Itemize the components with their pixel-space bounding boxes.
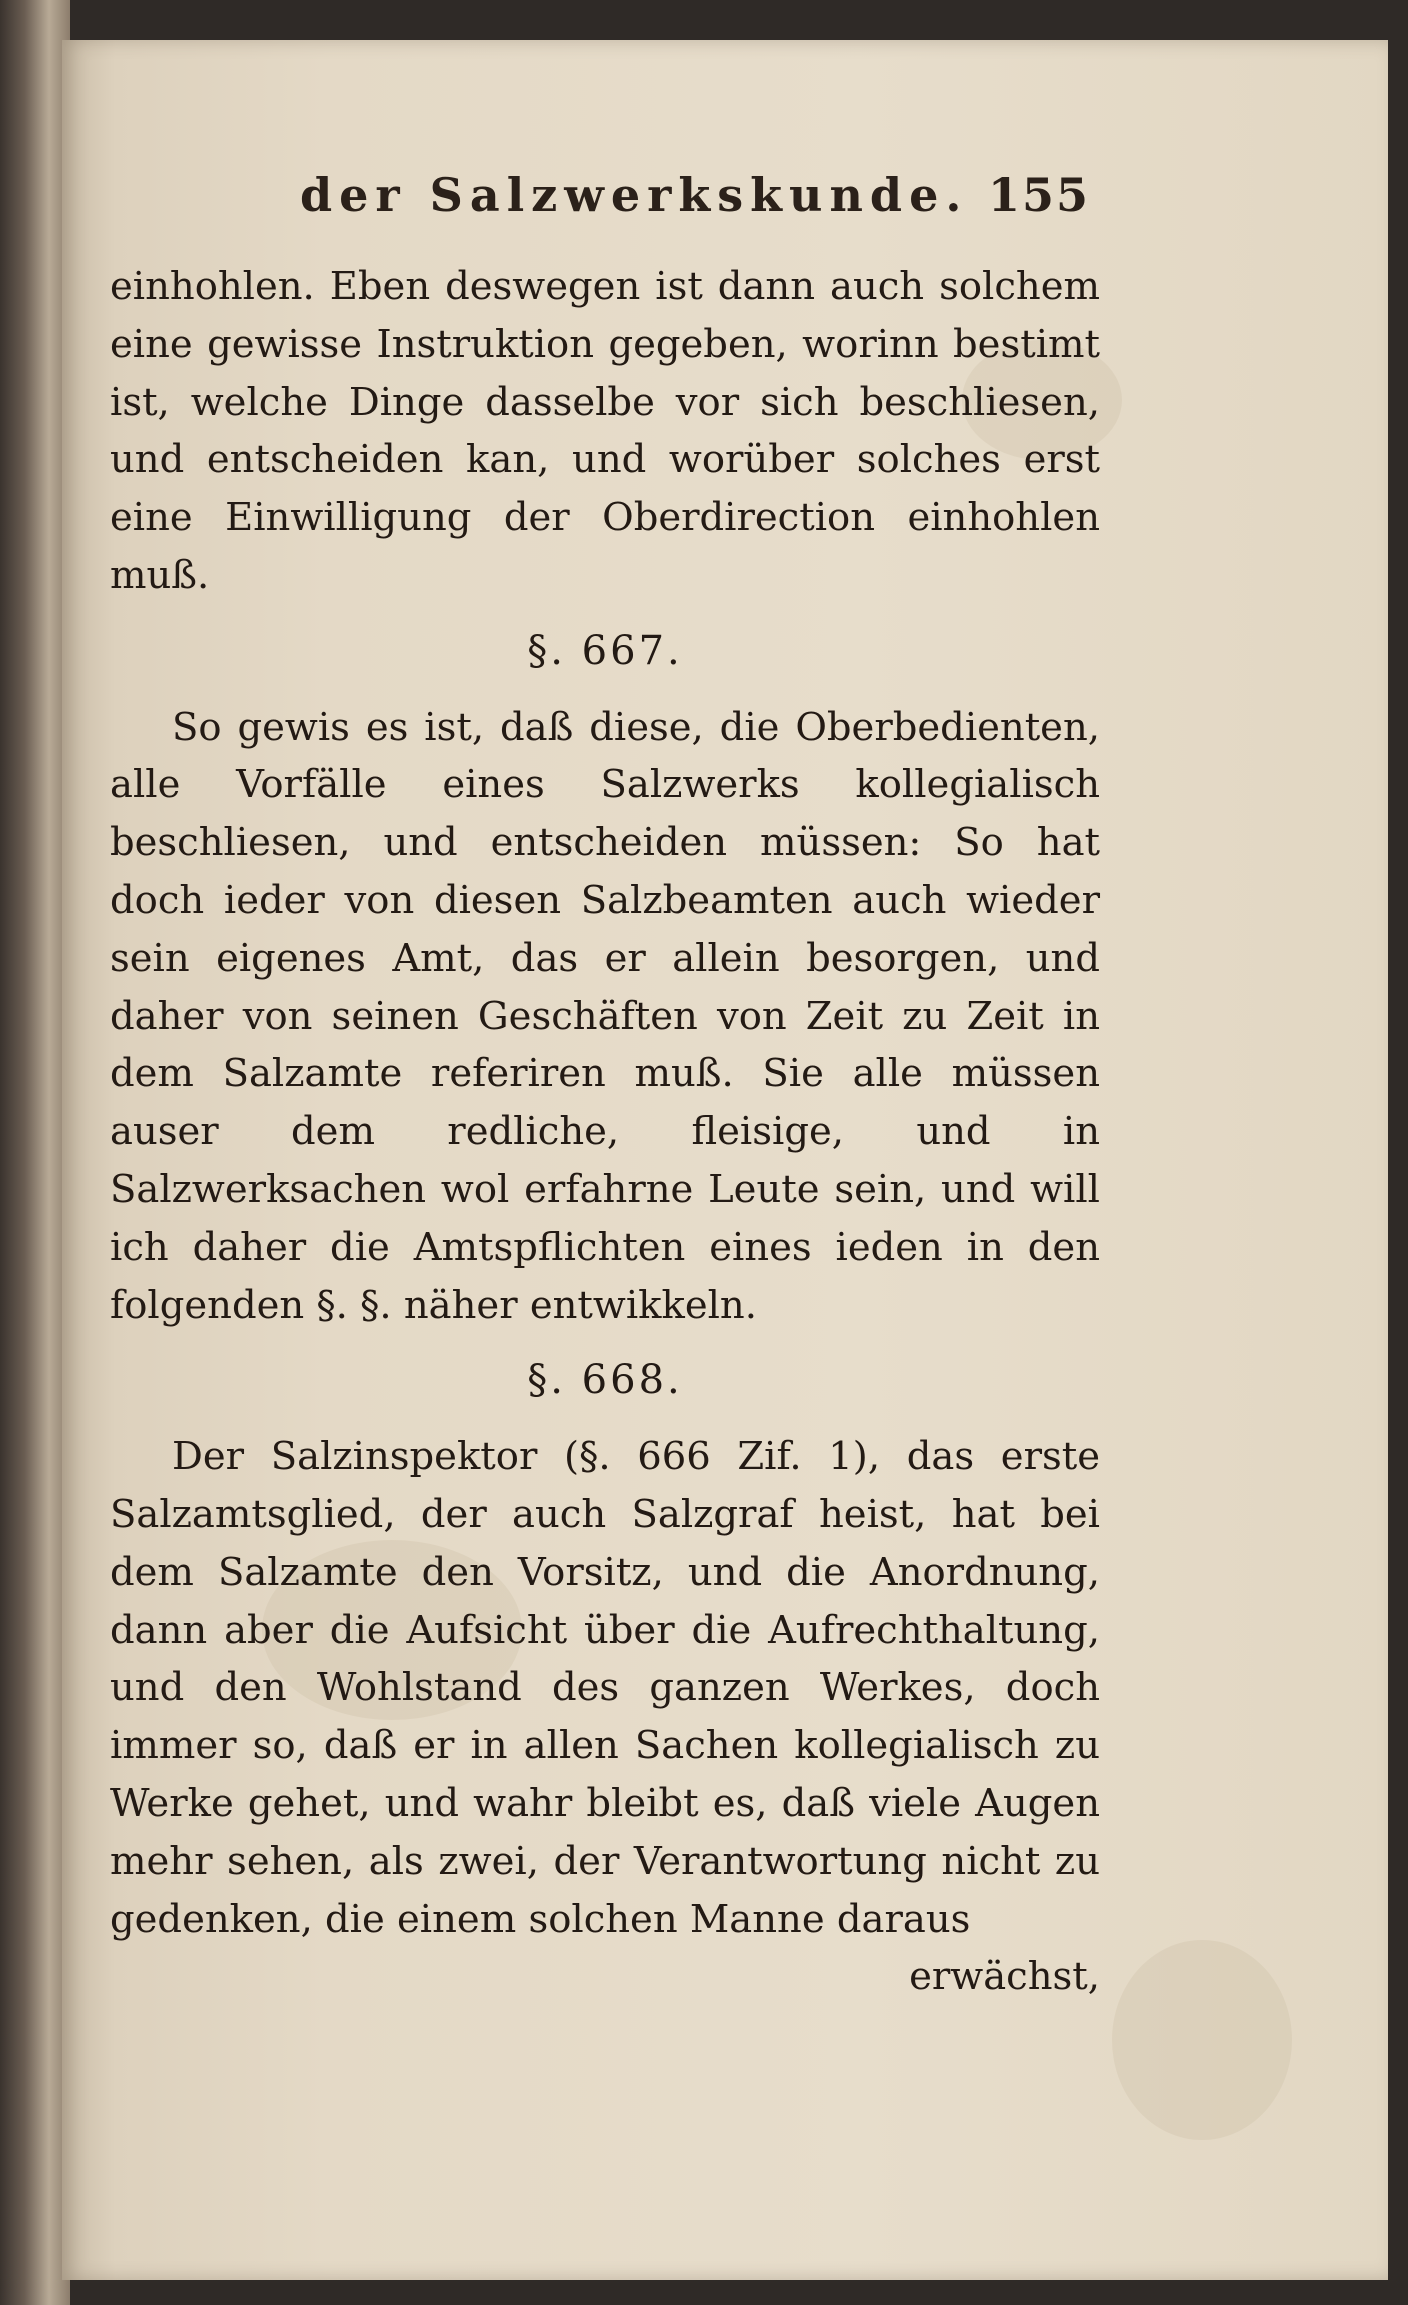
section-heading-668: §. 668.	[527, 1357, 683, 1404]
book-gutter	[0, 0, 70, 2305]
paragraph-667: So gewis es ist, daß diese, die Oberbedienten, alle Vorfälle eines Salzwerks kollegialisch beschliesen, und entscheiden müssen: So hat doch ieder von diesen Salzbeamten auch wieder sein eigenes Amt, das er allein besorgen, und daher von seinen Geschäften von Zeit zu Zeit in dem Salzamte referiren muß. Sie alle müssen auser dem redliche, fleisige, und in Salzwerksachen wol erfahrne Leute sein, und will ich daher die Amtspflichten eines ieden in den folgenden §. §. näher entwikkeln.	[110, 704, 1100, 1328]
paragraph-668: Der Salzinspektor (§. 666 Zif. 1), das erste Salzamtsglied, der auch Salzgraf heist, hat bei dem Salzamte den Vorsitz, und die Anordnung, dann aber die Aufsicht über die Aufrechthaltung, und den Wohlstand des ganzen Werkes, doch immer so, daß er in allen Sachen kollegialisch zu Werke gehet, und wahr bleibt es, daß viele Augen mehr sehen, als zwei, der Verantwortung nicht zu gedenken, die einem solchen Manne daraus	[110, 1434, 1100, 1942]
running-title: der Salzwerkskunde.	[300, 168, 969, 222]
paper-stain	[1112, 1940, 1292, 2140]
section-heading-667: §. 667.	[527, 627, 683, 674]
paragraph-continuation: einhohlen. Eben deswegen ist dann auch solchem eine gewisse Instruktion gegeben, worinn bestimt ist, welche Dinge dasselbe vor sich beschliesen, und entscheiden kan, und worüber solches erst eine Einwilligung der Oberdirection einhohlen muß.	[110, 264, 1100, 598]
body-text	[110, 258, 1100, 2006]
catchword: erwächst,	[909, 1954, 1100, 2000]
page-header	[300, 168, 1090, 228]
page-number: 155	[987, 168, 1090, 222]
